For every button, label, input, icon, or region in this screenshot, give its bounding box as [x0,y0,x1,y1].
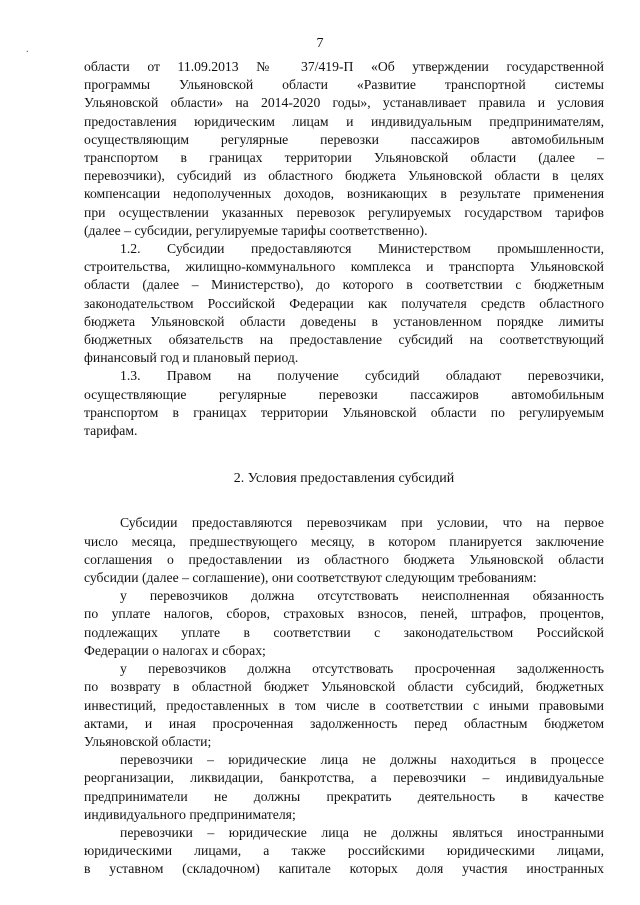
text-line: транспортом в границах территории Ульяновской области (далее – [84,150,604,166]
paragraph-1-2 [84,240,604,367]
text-line: юридическими лицами, а также российскими юридическими лицами, [84,843,604,859]
text-line: тарифам. [84,423,138,439]
text-line: области от 11.09.2013 № 37/419-П «Об утверждении государственной [84,59,604,74]
scan-mark: . [26,44,29,55]
text-line: Субсидии предоставляются перевозчикам при условии, что на первое [120,515,604,531]
text-line: Федерации о налогах и сборах; [84,642,266,658]
text-line: субсидии (далее – соглашение), они соответствуют следующим требованиям: [84,570,537,586]
text-line: области (далее – Министерство), до которого в соответствии с бюджетным [84,277,604,293]
text-line: Ульяновской области» на 2014-2020 годы», устанавливает правила и условия [84,95,604,111]
text-line: предприниматели не должны прекратить деятельность в качестве [84,788,604,804]
text-line: осуществляющим регулярные перевозки пассажиров автомобильным [84,131,604,147]
text-line: транспортом в границах территории Ульяновской области по регулируемым [84,404,604,420]
text-line: по уплате налогов, сборов, страховых взносов, пеней, штрафов, процентов, [84,606,604,622]
text-line: актами, и иная просроченная задолженность перед областным бюджетом [84,715,604,731]
text-line: законодательством Российской Федерации как получателя средств областного [84,295,604,311]
paragraph-1-3 [84,367,604,440]
text-line: при осуществлении указанных перевозок регулируемых государством тарифов [84,204,604,220]
text-line: программы Ульяновской области «Развитие транспортной системы [84,77,604,93]
text-line: у перевозчиков должна отсутствовать неисполненная обязанность [120,588,604,604]
text-line: перевозчики – юридические лица не должны являться иностранными [120,824,604,840]
text-line: подлежащих уплате в соответствии с законодательством Российской [84,624,604,640]
text-line: бюджетных обязательств на предоставление субсидий на соответствующий [84,332,604,348]
text-line: индивидуального предпринимателя; [84,806,296,822]
text-line: в уставном (складочном) капитале которых доля участия иностранных [84,861,604,877]
paragraph-1-1-continued [84,58,604,240]
paragraph-2-reorganization [84,751,604,824]
paragraph-2-intro [84,514,604,587]
text-line: 1.2. Субсидии предоставляются Министерством промышленности, [120,241,604,257]
paragraph-2-debt [84,660,604,751]
paragraph-2-taxes [84,587,604,660]
text-line: предоставления юридическим лицам и индивидуальным предпринимателям, [84,113,604,129]
text-line: по возврату в областной бюджет Ульяновской области субсидий, бюджетных [84,679,604,695]
text-line: осуществляющие регулярные перевозки пассажиров автомобильным [84,386,604,402]
document-body [84,58,604,879]
text-line: соглашения о предоставлении из областного бюджета Ульяновской области [84,551,604,567]
text-line: бюджета Ульяновской области доведены в установленном порядке лимиты [84,313,604,329]
text-line: инвестиций, предоставленных в том числе в соответствии с иными правовыми [84,697,604,713]
text-line: 1.3. Правом на получение субсидий обладают перевозчики, [120,368,604,384]
text-line: (далее – субсидии, регулируемые тарифы соответственно). [84,222,428,238]
text-line: Ульяновской области; [84,733,212,749]
text-line: у перевозчиков должна отсутствовать просроченная задолженность [120,661,604,677]
text-line: перевозчики – юридические лица не должны находиться в процессе [120,752,604,768]
page-number: 7 [316,36,324,51]
text-line: перевозчики), субсидий из областного бюджета Ульяновской области в целях [84,168,604,184]
text-line: компенсации недополученных доходов, возникающих в результате применения [84,186,604,202]
text-line: строительства, жилищно-коммунального комплекса и транспорта Ульяновской [84,259,604,275]
text-line: число месяца, предшествующего месяцу, в котором планируется заключение [84,533,604,549]
section-2-heading: 2. Условия предоставления субсидий [233,471,455,487]
text-line: финансовый год и плановый период. [84,350,299,366]
paragraph-2-foreign [84,824,604,879]
text-line: реорганизации, ликвидации, банкротства, а перевозчики – индивидуальные [84,770,604,786]
